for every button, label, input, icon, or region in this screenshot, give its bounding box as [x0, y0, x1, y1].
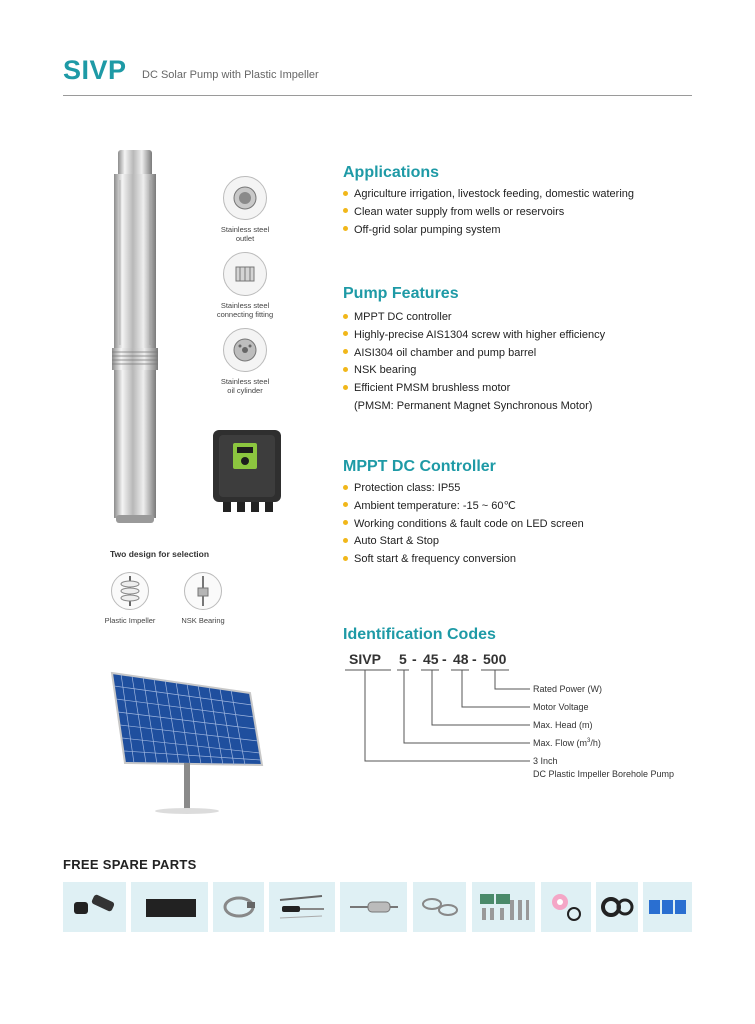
- design-label: NSK Bearing: [181, 616, 225, 625]
- code-label-power: Rated Power (W): [533, 684, 603, 694]
- list-item: MPPT DC controller: [343, 309, 605, 327]
- part-label: Stainless steel: [220, 225, 270, 234]
- list-item: Off-grid solar pumping system: [343, 222, 634, 240]
- list-item: Protection class: IP55: [343, 480, 584, 498]
- spare-rubber-rings: [596, 882, 638, 932]
- list-item: Efficient PMSM brushless motor: [343, 380, 605, 398]
- header-divider: [63, 95, 692, 96]
- bullet-icon: [343, 331, 348, 336]
- part-label: outlet: [235, 234, 255, 243]
- bullet-icon: [343, 349, 348, 354]
- bullet-icon: [343, 556, 348, 561]
- bullet-icon: [343, 208, 348, 213]
- insulating-tape-icon: [140, 893, 200, 921]
- list-item: NSK bearing: [343, 362, 605, 380]
- float-switch-icon: [346, 892, 402, 922]
- code-label-voltage: Motor Voltage: [533, 702, 589, 712]
- identification-title: Identification Codes: [343, 626, 496, 643]
- chain-link-icon: [418, 892, 462, 922]
- connecting-fitting-icon: [223, 252, 267, 296]
- design-label: Plastic Impeller: [104, 616, 156, 625]
- spare-tools: [269, 882, 335, 932]
- part-label: Stainless steel: [220, 301, 270, 310]
- spare-parts-title: FREE SPARE PARTS: [63, 857, 197, 872]
- list-item: Soft start & frequency conversion: [343, 551, 584, 569]
- junction-box-icon: [646, 892, 690, 922]
- part-outlet: [205, 176, 285, 243]
- identification-diagram: [343, 651, 703, 791]
- code-separator: -: [472, 651, 477, 667]
- spare-hose-clamp: [213, 882, 264, 932]
- spare-insulating-tape: [131, 882, 208, 932]
- part-label: oil cylinder: [227, 386, 263, 395]
- design-title: Two design for selection: [110, 549, 210, 559]
- code-power: 500: [483, 651, 507, 667]
- list-item: Working conditions & fault code on LED screen: [343, 516, 584, 534]
- spare-junction-boxes: [643, 882, 692, 932]
- code-label-head: Max. Head (m): [533, 720, 593, 730]
- tools-icon: [274, 892, 330, 922]
- features-note: (PMSM: Permanent Magnet Synchronous Motor): [354, 399, 593, 412]
- list-item: Highly-precise AIS1304 screw with higher efficiency: [343, 327, 605, 345]
- bullet-icon: [343, 538, 348, 543]
- code-label-series-type: DC Plastic Impeller Borehole Pump: [533, 769, 675, 779]
- model-subtitle: DC Solar Pump with Plastic Impeller: [142, 69, 319, 81]
- hose-clamp-icon: [219, 892, 259, 922]
- features-title: Pump Features: [343, 285, 459, 302]
- bullet-icon: [343, 520, 348, 525]
- bullet-icon: [343, 314, 348, 319]
- bullet-icon: [343, 502, 348, 507]
- code-voltage: 48: [453, 651, 469, 667]
- spare-teflon-oring: [541, 882, 591, 932]
- design-nsk-bearing: [168, 572, 238, 625]
- bullet-icon: [343, 226, 348, 231]
- teflon-oring-icon: [546, 890, 586, 924]
- code-separator: -: [412, 651, 417, 667]
- code-series: SIVP: [349, 651, 381, 667]
- code-separator: -: [442, 651, 447, 667]
- bullet-icon: [343, 191, 348, 196]
- cable-connector-icon: [70, 892, 120, 922]
- plastic-impeller-icon: [111, 572, 149, 610]
- bullet-icon: [343, 367, 348, 372]
- features-list: [343, 309, 605, 416]
- part-oil-cylinder: [205, 328, 285, 395]
- pump-image: [100, 150, 170, 525]
- list-item: Ambient temperature: -15 ~ 60℃: [343, 498, 584, 516]
- applications-title: Applications: [343, 164, 440, 181]
- list-item: Clean water supply from wells or reservoirs: [343, 204, 634, 222]
- outlet-icon: [223, 176, 267, 220]
- rubber-ring-icon: [599, 892, 635, 922]
- spare-cable-connectors: [63, 882, 126, 932]
- applications-list: [343, 186, 634, 239]
- list-item: Auto Start & Stop: [343, 533, 584, 551]
- spare-chain-links: [413, 882, 466, 932]
- spare-terminals-bolts: [472, 882, 535, 932]
- bullet-icon: [343, 485, 348, 490]
- nsk-bearing-icon: [184, 572, 222, 610]
- code-label-series-size: 3 Inch: [533, 756, 558, 766]
- part-label: connecting fitting: [216, 310, 274, 319]
- oil-cylinder-icon: [223, 328, 267, 372]
- spare-float-switch: [340, 882, 407, 932]
- controller-title: MPPT DC Controller: [343, 458, 496, 475]
- part-connecting-fitting: [205, 252, 285, 319]
- code-head: 45: [423, 651, 439, 667]
- controller-list: [343, 480, 584, 569]
- model-title: SIVP: [63, 55, 127, 85]
- list-item: Agriculture irrigation, livestock feeding, domestic watering: [343, 186, 634, 204]
- part-label: Stainless steel: [220, 377, 270, 386]
- solar-panel-image: [100, 665, 270, 815]
- code-flow: 5: [399, 651, 407, 667]
- list-item: AISI304 oil chamber and pump barrel: [343, 345, 605, 363]
- design-plastic-impeller: [95, 572, 165, 625]
- code-label-flow: Max. Flow $(m^3/h)$: [533, 738, 601, 748]
- terminal-bolt-icon: [476, 890, 532, 924]
- bullet-icon: [343, 385, 348, 390]
- controller-image: [205, 425, 290, 525]
